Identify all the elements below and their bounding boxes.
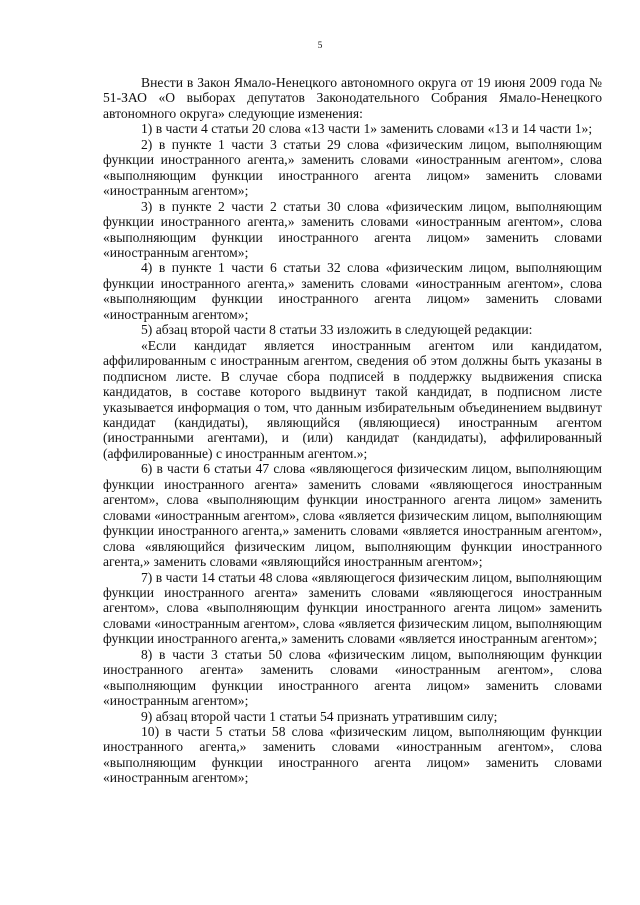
paragraph-item-8: 8) в части 3 статьи 50 слова «физическим лицом, выполняющим функции иностранного агента» заменить словами «иностранным агентом», слова «выполняющим функции иностранного агента лицом» заменить словами «иностранным агентом»; (103, 646, 602, 709)
paragraph-item-2: 2) в пункте 1 части 3 статьи 29 слова «физическим лицом, выполняющим функции иностранного агента,» заменить словами «иностранным агентом», слова «выполняющим функции иностранного агента лицом» заменить словами «иностранным агентом»; (103, 136, 602, 199)
paragraph-item-6: 6) в части 6 статьи 47 слова «являющегося физическим лицом, выполняющим функции иностранного агента» заменить словами «являющегося иностранным агентом», слова «выполняющим функции иностранного агента лицом» заменить словами «иностранным агентом», слова «является физическим лицом, выполняющим функции иностранного агента,» заменить словами «является иностранным агентом», слова «являющийся физическим лицом, выполняющим функции иностранного агента,» заменить словами «являющийся иностранным агентом»; (103, 461, 602, 570)
document-body (103, 75, 602, 786)
paragraph-item-10: 10) в части 5 статьи 58 слова «физическим лицом, выполняющим функции иностранного агента,» заменить словами «иностранным агентом», слова «выполняющим функции иностранного агента лицом» заменить словами «иностранным агентом»; (103, 724, 602, 786)
paragraph-quoted-text: «Если кандидат является иностранным агентом или кандидатом, аффилированным с иностранным агентом, сведения об этом должны быть указаны в подписном листе. В случае сбора подписей в поддержку выдвижения списка кандидатов, в составе которого выдвинут такой кандидат, в подписном листе указывается информация о том, что данным избирательным объединением выдвинут кандидат (кандидаты), являющийся (являющиеся) иностранным агентом (иностранными агентами), и (или) кандидат (кандидаты), аффилированный (аффилированные) с иностранным агентом.»; (103, 337, 602, 461)
paragraph-item-1: 1) в части 4 статьи 20 слова «13 части 1» заменить словами «13 и 14 части 1»; (141, 121, 593, 137)
paragraph-item-3: 3) в пункте 2 части 2 статьи 30 слова «физическим лицом, выполняющим функции иностранного агента,» заменить словами «иностранным агентом», слова «выполняющим функции иностранного агента лицом» заменить словами «иностранным агентом»; (103, 198, 602, 260)
paragraph-item-7: 7) в части 14 статьи 48 слова «являющегося физическим лицом, выполняющим функции иностранного агента» заменить словами «являющегося иностранным агентом», слова «выполняющим функции иностранного агента лицом» заменить словами «иностранным агентом», слова «является физическим лицом, выполняющим функции иностранного агента,» заменить словами «является иностранным агентом»; (103, 569, 602, 647)
paragraph-intro: Внести в Закон Ямало-Ненецкого автономного округа от 19 июня 2009 года № 51-ЗАО «О выборах депутатов Законодательного Собрания Ямало-Ненецкого автономного округа» следующие изменения: (103, 75, 602, 121)
paragraph-item-4: 4) в пункте 1 части 6 статьи 32 слова «физическим лицом, выполняющим функции иностранного агента,» заменить словами «иностранным агентом», слова «выполняющим функции иностранного агента лицом» заменить словами «иностранным агентом»; (103, 260, 602, 322)
paragraph-item-9: 9) абзац второй части 1 статьи 54 признать утратившим силу; (141, 708, 498, 724)
page-number: 5 (317, 41, 323, 51)
paragraph-item-5: 5) абзац второй части 8 статьи 33 изложить в следующей редакции: (141, 322, 533, 338)
